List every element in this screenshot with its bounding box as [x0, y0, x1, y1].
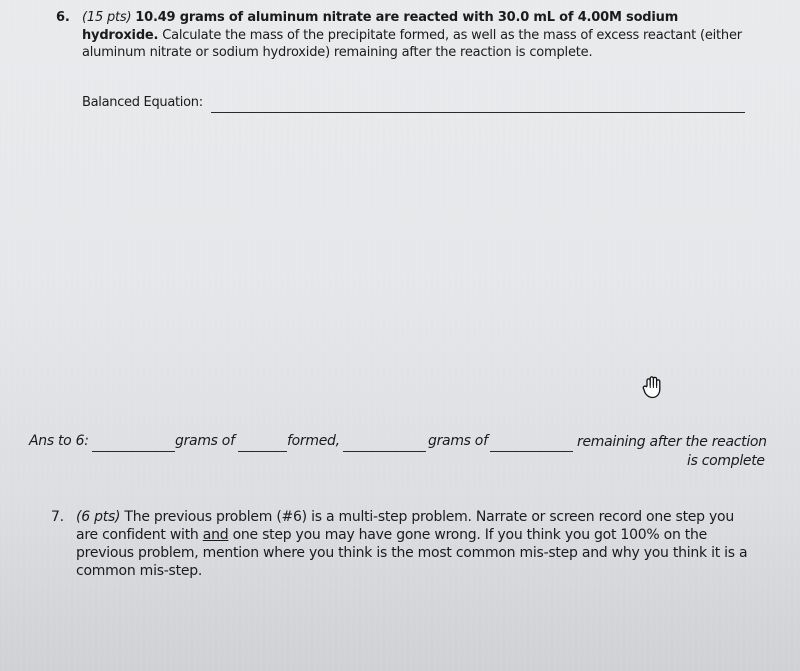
question-7-number: 7. — [51, 509, 64, 525]
answer-6-excess-reactant-blank[interactable] — [490, 451, 573, 452]
question-6-given-quantities: 10.49 grams of aluminum nitrate are reacted with 30.0 mL of 4.00M sodium hydroxide. — [82, 10, 679, 43]
answer-6-complete-label: is complete — [687, 453, 765, 469]
question-7 — [51, 508, 761, 580]
question-7-text-part-1: The previous problem (#6) is a multi-step problem. Narrate or screen record one step you are confident with — [76, 509, 734, 543]
answer-6-grams-of-label-1: grams of — [175, 433, 235, 449]
answer-6-mass-precipitate-blank[interactable] — [92, 451, 175, 452]
question-7-text — [76, 508, 758, 580]
question-7-text-part-2: one step you may have gone wrong. If you think you got 100% on the previous problem, mention where you think is the most common mis-step and why you think it is a common mis-step. — [76, 527, 748, 579]
question-6 — [56, 9, 756, 62]
question-6-number: 6. — [56, 10, 70, 25]
answer-6-label: Ans to 6: — [29, 433, 89, 449]
question-7-points: (6 pts) — [76, 509, 121, 525]
answer-6-precipitate-identity-blank[interactable] — [238, 451, 287, 452]
balanced-equation-label: Balanced Equation: — [82, 95, 203, 110]
answer-6-grams-of-label-2: grams of — [428, 433, 488, 449]
question-7-underlined-word: and — [202, 527, 229, 543]
question-6-points: (15 pts) — [82, 10, 132, 25]
hand-cursor-icon — [640, 374, 666, 400]
balanced-equation-answer-line[interactable] — [211, 112, 745, 113]
answer-6-remaining-label: remaining after the reaction — [577, 434, 767, 450]
question-6-text — [82, 9, 750, 62]
answer-6-mass-excess-blank[interactable] — [343, 451, 426, 452]
answer-6-formed-label: formed, — [287, 433, 340, 449]
question-6-instructions: Calculate the mass of the precipitate formed, as well as the mass of excess reactant (either aluminum nitrate or sodium hydroxide) remaining after the reaction is complete. — [82, 27, 742, 60]
